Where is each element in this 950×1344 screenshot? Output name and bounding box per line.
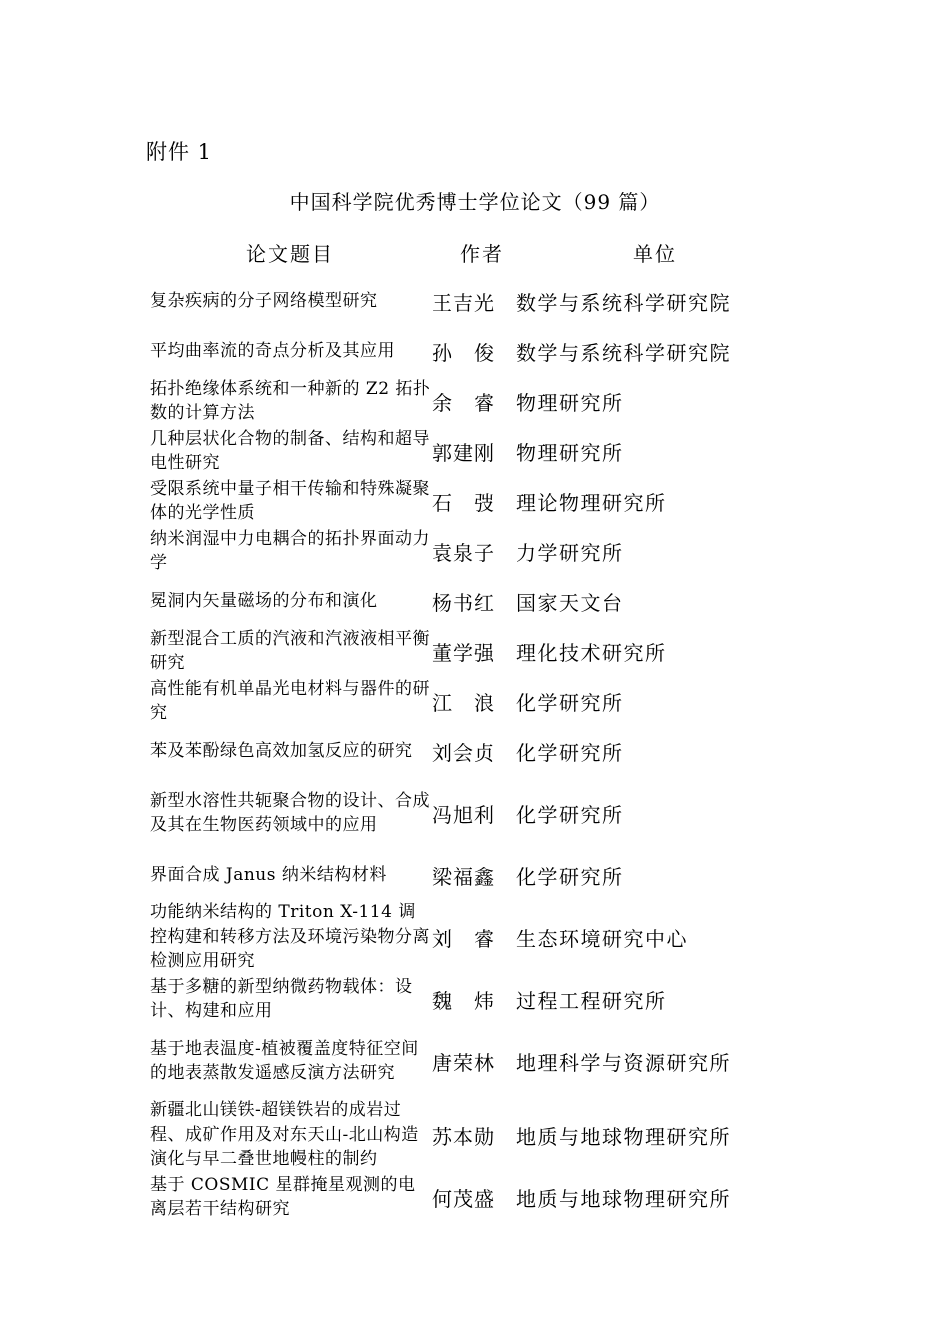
thesis-title: 基于地表温度-植被覆盖度特征空间的地表蒸散发遥感反演方法研究 — [150, 1038, 419, 1083]
table-row — [150, 1024, 790, 1098]
author-name: 余 睿 — [432, 390, 495, 415]
author-name: 何茂盛 — [432, 1186, 495, 1211]
institute-name: 地理科学与资源研究所 — [516, 1050, 731, 1075]
column-header-unit: 单位 — [633, 242, 677, 266]
table-row — [150, 776, 790, 850]
thesis-title: 冕洞内矢量磁场的分布和演化 — [150, 590, 378, 611]
table-row — [150, 1098, 790, 1172]
thesis-title: 界面合成 Janus 纳米结构材料 — [150, 864, 387, 885]
table-row — [150, 276, 790, 326]
author-name: 冯旭利 — [432, 802, 495, 827]
author-name: 刘 睿 — [432, 926, 495, 951]
author-name: 郭建刚 — [432, 440, 495, 465]
institute-name: 力学研究所 — [516, 540, 624, 565]
thesis-title: 新型水溶性共轭聚合物的设计、合成及其在生物医药领域中的应用 — [150, 790, 430, 835]
thesis-title: 平均曲率流的奇点分析及其应用 — [150, 340, 395, 361]
institute-name: 化学研究所 — [516, 740, 624, 765]
author-name: 魏 炜 — [432, 988, 495, 1013]
institute-name: 数学与系统科学研究院 — [516, 340, 731, 365]
thesis-title: 基于多糖的新型纳微药物载体：设计、构建和应用 — [150, 976, 413, 1021]
thesis-title: 新疆北山镁铁-超镁铁岩的成岩过程、成矿作用及对东天山-北山构造演化与早二叠世地幔柱的制约 — [150, 1100, 419, 1170]
institute-name: 物理研究所 — [516, 440, 624, 465]
table-row — [150, 376, 790, 426]
thesis-title: 新型混合工质的汽液和汽液液相平衡研究 — [150, 628, 430, 673]
institute-name: 地质与地球物理研究所 — [516, 1124, 731, 1149]
author-name: 石 弢 — [432, 490, 495, 515]
author-name: 刘会贞 — [432, 740, 495, 765]
table-row — [150, 476, 790, 526]
column-header-author: 作者 — [460, 242, 504, 266]
institute-name: 物理研究所 — [516, 390, 624, 415]
institute-name: 过程工程研究所 — [516, 988, 667, 1013]
thesis-title: 复杂疾病的分子网络模型研究 — [150, 290, 378, 311]
thesis-title: 基于 COSMIC 星群掩星观测的电离层若干结构研究 — [150, 1174, 416, 1219]
table-row — [150, 576, 790, 626]
thesis-title: 拓扑绝缘体系统和一种新的 Z2 拓扑数的计算方法 — [150, 378, 431, 423]
table-row — [150, 900, 790, 974]
institute-name: 化学研究所 — [516, 690, 624, 715]
table-row — [150, 1172, 790, 1222]
institute-name: 理论物理研究所 — [516, 490, 667, 515]
thesis-title: 苯及苯酚绿色高效加氢反应的研究 — [150, 740, 413, 761]
attachment-label: 附件 1 — [146, 140, 213, 164]
author-name: 董学强 — [432, 640, 495, 665]
author-name: 江 浪 — [432, 690, 495, 715]
thesis-title: 高性能有机单晶光电材料与器件的研究 — [150, 678, 430, 723]
thesis-title: 纳米润湿中力电耦合的拓扑界面动力学 — [150, 528, 430, 573]
institute-name: 地质与地球物理研究所 — [516, 1186, 731, 1211]
thesis-list — [150, 276, 790, 1222]
table-row — [150, 426, 790, 476]
document-title: 中国科学院优秀博士学位论文（99 篇） — [289, 190, 661, 214]
thesis-title: 受限系统中量子相干传输和特殊凝聚体的光学性质 — [150, 478, 430, 523]
institute-name: 国家天文台 — [516, 590, 624, 615]
author-name: 苏本勋 — [432, 1124, 495, 1149]
table-row — [150, 974, 790, 1024]
column-header-title: 论文题目 — [246, 242, 334, 266]
table-row — [150, 326, 790, 376]
table-row — [150, 626, 790, 676]
institute-name: 化学研究所 — [516, 802, 624, 827]
author-name: 袁泉子 — [432, 540, 495, 565]
table-row — [150, 526, 790, 576]
institute-name: 生态环境研究中心 — [516, 926, 688, 951]
author-name: 唐荣林 — [432, 1050, 495, 1075]
institute-name: 理化技术研究所 — [516, 640, 667, 665]
author-name: 孙 俊 — [432, 340, 495, 365]
table-row — [150, 850, 790, 900]
institute-name: 数学与系统科学研究院 — [516, 290, 731, 315]
author-name: 杨书红 — [432, 590, 495, 615]
institute-name: 化学研究所 — [516, 864, 624, 889]
table-row — [150, 676, 790, 726]
author-name: 王吉光 — [432, 290, 495, 315]
table-row — [150, 726, 790, 776]
author-name: 梁福鑫 — [432, 864, 495, 889]
thesis-title: 功能纳米结构的 Triton X-114 调控构建和转移方法及环境污染物分离检测应用研究 — [150, 902, 430, 972]
thesis-title: 几种层状化合物的制备、结构和超导电性研究 — [150, 428, 430, 473]
